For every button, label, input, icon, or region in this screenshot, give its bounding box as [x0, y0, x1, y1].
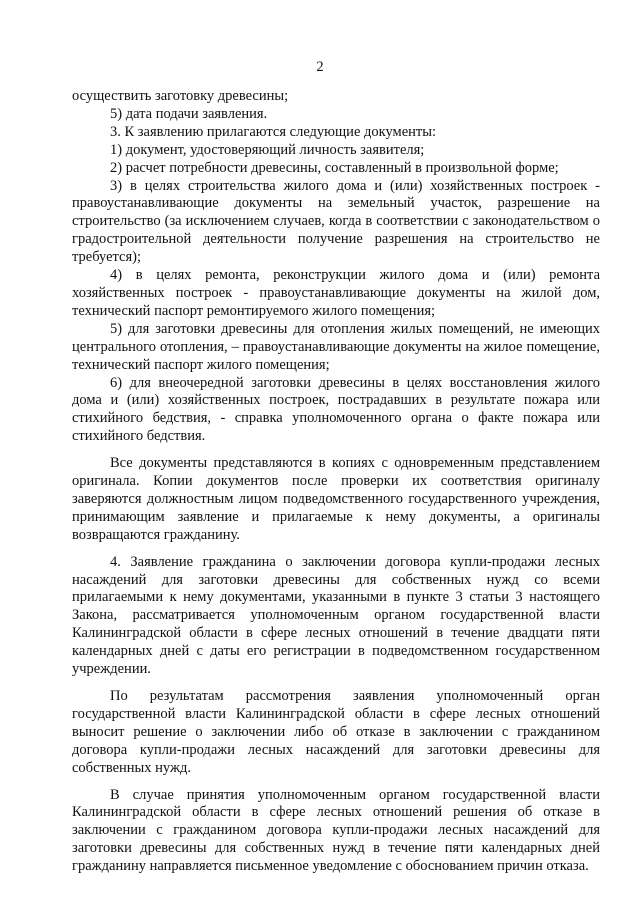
paragraph-decision: По результатам рассмотрения заявления уполномоченный орган государственной власти Калининградской области в сфере лесных отношений выносит решение о заключении либо об отказе в заключении с гражданином договора купли-продажи лесных насаждений для заготовки древесины для собственных нужд. [72, 688, 600, 776]
paragraph-clause-4: 4. Заявление гражданина о заключении договора купли-продажи лесных насаждений для заготовки древесины для собственных нужд со всеми прилагаемыми к нему документами, указанными в пункте 3 статьи 3 настоящего Закона, рассматривается уполномоченным органом государственной власти Калининградской области в сфере лесных отношений в течение двадцати пяти календарных дней с даты его регистрации в подведомственном государственном учреждении. [72, 553, 600, 678]
paragraph-refusal: В случае принятия уполномоченным органом государственной власти Калининградской области в сфере лесных отношений решения об отказе в заключении с гражданином договора купли-продажи лесных насаждений для заготовки древесины для собственных нужд в течение пяти календарных дней гражданину направляется письменное уведомление с обоснованием причин отказа. [72, 786, 600, 875]
document-body [72, 88, 600, 876]
paragraph-doc-item-5: 5) для заготовки древесины для отопления жилых помещений, не имеющих центрального отопления, – правоустанавливающие документы на жилое помещение, технический паспорт жилого помещения; [72, 320, 600, 373]
paragraph-continuation: осуществить заготовку древесины; [72, 88, 289, 104]
paragraph-doc-item-4: 4) в целях ремонта, реконструкции жилого дома и (или) ремонта хозяйственных построек - правоустанавливающие документы на жилой дом, технический паспорт ремонтируемого жилого помещения; [72, 267, 600, 319]
page-number: 2 [316, 59, 324, 75]
paragraph-doc-item-1: 1) документ, удостоверяющий личность заявителя; [110, 141, 425, 158]
paragraph-item-5: 5) дата подачи заявления. [110, 105, 268, 122]
paragraph-doc-item-2: 2) расчет потребности древесины, составленный в произвольной форме; [110, 159, 559, 176]
paragraph-doc-item-3: 3) в целях строительства жилого дома и (или) хозяйственных построек - правоустанавливающие документы на земельный участок, разрешение на строительство (за исключением случаев, когда в соответствии с законодательством о градостроительной деятельности получение разрешения на строительство не требуется); [72, 177, 600, 266]
paragraph-doc-item-6: 6) для внеочередной заготовки древесины в целях восстановления жилого дома и (или) хозяйственных построек, пострадавших в результате пожара или стихийного бедствия, - справка уполномоченного органа о факте пожара или стихийного бедствия. [72, 374, 600, 445]
paragraph-clause-3: 3. К заявлению прилагаются следующие документы: [110, 123, 437, 140]
paragraph-copies: Все документы представляются в копиях с одновременным представлением оригинала. Копии документов после проверки их соответствия оригиналу заверяются должностным лицом подведомственного государственного учреждения, принимающим заявление и прилагаемые к нему документы, а оригиналы возвращаются гражданину. [72, 455, 600, 543]
